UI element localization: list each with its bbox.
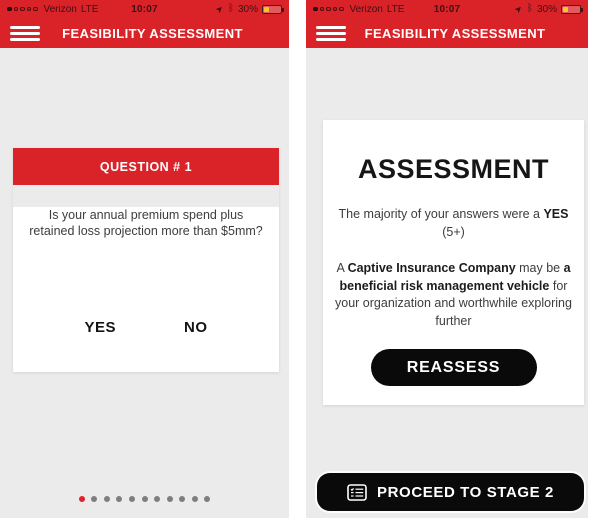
status-right [460, 4, 581, 15]
battery-percent-label: 30% [537, 3, 558, 15]
no-button[interactable]: NO [184, 319, 208, 336]
page-dot[interactable] [167, 496, 173, 502]
page-title: FEASIBILITY ASSESSMENT [62, 25, 243, 41]
battery-icon [561, 5, 581, 14]
summary-bold-yes: YES [543, 207, 569, 221]
location-arrow-icon: ➤ [213, 2, 227, 15]
bluetooth-icon: ᛒ [228, 3, 234, 14]
checklist-icon [347, 484, 367, 501]
status-bar [306, 0, 588, 18]
detail-bold-vehicle: a beneficial risk management vehicle [339, 261, 571, 293]
answer-row [13, 319, 279, 336]
detail-bold-captive: Captive Insurance Company [347, 261, 516, 276]
assessment-card [323, 120, 584, 405]
pagination-dots[interactable] [0, 496, 289, 502]
battery-icon [262, 5, 282, 14]
detail-text: for your organization and worthwhile exploring further [335, 278, 572, 328]
status-right [158, 4, 282, 15]
assessment-detail [327, 260, 580, 330]
status-left [313, 4, 434, 15]
page-dot[interactable] [192, 496, 198, 502]
page-dot[interactable] [179, 496, 185, 502]
top-bar [306, 0, 588, 48]
signal-strength-icon [7, 7, 38, 12]
assessment-summary [327, 205, 580, 241]
page-dot[interactable] [154, 496, 160, 502]
page-dot[interactable] [129, 496, 135, 502]
clock: 10:07 [433, 3, 461, 15]
assessment-title: ASSESSMENT [357, 154, 550, 184]
question-card [13, 148, 279, 372]
signal-strength-icon [313, 7, 344, 12]
page-title: FEASIBILITY ASSESSMENT [364, 25, 546, 41]
question-card-title: QUESTION # 1 [13, 148, 279, 185]
network-label: LTE [386, 3, 405, 15]
hamburger-icon[interactable] [316, 26, 346, 41]
summary-count: (5+) [442, 225, 465, 240]
question-card-body [13, 207, 279, 372]
bluetooth-icon: ᛒ [527, 3, 533, 14]
top-bar [0, 0, 289, 48]
battery-percent-label: 30% [238, 3, 259, 15]
page-dot-active[interactable] [79, 496, 85, 502]
yes-button[interactable]: YES [84, 319, 116, 336]
page-dot[interactable] [91, 496, 97, 502]
reassess-button[interactable]: REASSESS [371, 349, 537, 386]
page-dot[interactable] [142, 496, 148, 502]
status-bar [0, 0, 289, 18]
detail-text: may be [515, 261, 564, 276]
hamburger-icon[interactable] [10, 26, 40, 41]
assessment-screen [306, 0, 588, 518]
network-label: LTE [80, 3, 99, 15]
question-text: Is your annual premium spend plus retained loss projection more than $5mm? [29, 208, 263, 238]
detail-text: A [336, 261, 348, 276]
page-dot[interactable] [104, 496, 110, 502]
question-screen [0, 0, 289, 518]
page-dot[interactable] [204, 496, 210, 502]
location-arrow-icon: ➤ [512, 2, 526, 15]
app-header [0, 18, 289, 48]
proceed-label: PROCEED TO STAGE 2 [377, 483, 554, 501]
app-header [306, 18, 588, 48]
carrier-label: Verizon [43, 3, 77, 15]
page-dot[interactable] [116, 496, 122, 502]
clock: 10:07 [131, 3, 158, 15]
status-left [7, 4, 131, 15]
summary-text: The majority of your answers were a [338, 207, 544, 221]
carrier-label: Verizon [349, 3, 383, 15]
proceed-stage2-button[interactable] [317, 473, 584, 511]
